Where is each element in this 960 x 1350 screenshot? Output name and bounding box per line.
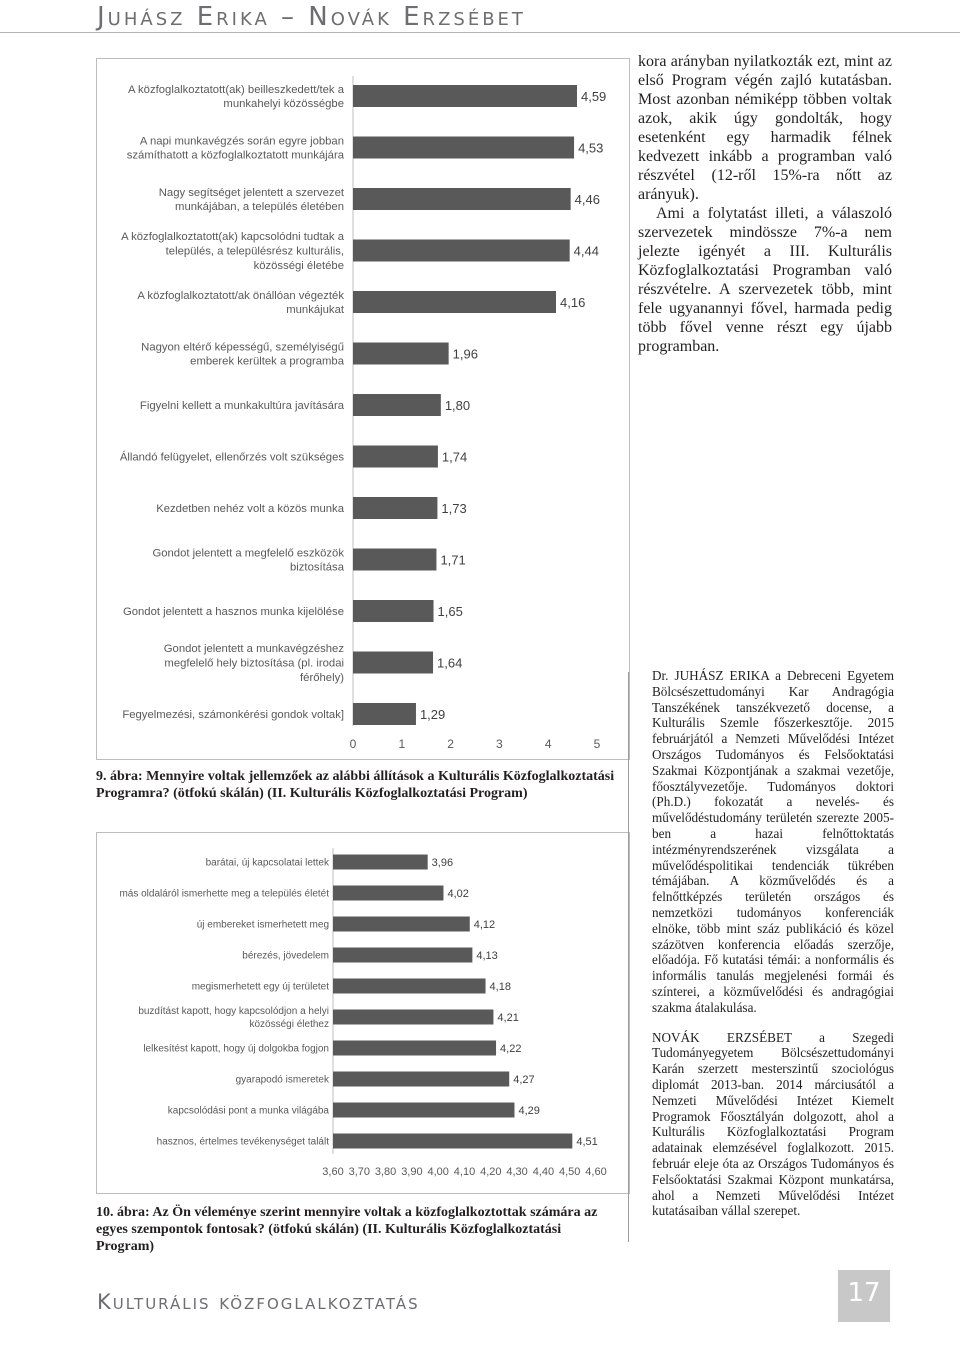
category-label: közösségi élethez: [249, 1019, 329, 1030]
category-label: munkájában, a település életében: [175, 201, 344, 214]
data-label: 1,65: [437, 604, 463, 619]
category-label: A napi munkavégzés során egyre jobban: [139, 135, 344, 148]
x-tick-label: 3,80: [374, 1166, 397, 1178]
x-tick-label: 4,20: [480, 1166, 502, 1178]
data-label: 1,74: [441, 449, 468, 465]
data-label: 1,71: [440, 552, 466, 568]
bar: [333, 886, 443, 901]
figure-10-caption: 10. ábra: Az Ön véleménye szerint mennyire voltak a közfoglalkoztottak számára az egyes szempontok fontosak? (ötfokú skálán) (II. Kulturális Közfoglalkoztatási Program): [96, 1205, 598, 1254]
author-bios: [652, 668, 894, 1233]
category-label: lelkesítést kapott, hogy új dolgokba fogjon: [143, 1043, 329, 1055]
category-label: település, a településrész kulturális,: [165, 245, 344, 258]
data-label: 4,29: [518, 1105, 540, 1117]
bar: [353, 188, 571, 210]
bar: [353, 652, 433, 674]
category-label: A közfoglalkoztatott(ak) beilleszkedett/tek a: [127, 83, 344, 96]
category-label: emberek kerültek a programba: [190, 355, 344, 368]
x-tick-label: 4,50: [558, 1166, 581, 1178]
category-label: munkahelyi közösségbe: [223, 98, 344, 111]
x-tick-label: 3,90: [401, 1166, 423, 1178]
bio-juhasz: Dr. JUHÁSZ ERIKA a Debreceni Egyetem Bölcsészettudományi Kar Andragógia Tanszékének tanszékvezető docense, a Kulturális Szemle főszerkesztője. 2015 februárjától a Nemzeti Művelődési Intézet Országos Tudományos és Felsőoktatási Szakmai Központjának a szakmai vezetője, főosztályvezetője. Tudományos doktori (Ph.D.) fokozatát a nevelés- és művelődéstudomány területén szerezte 2005-ben a hazai felnőttoktatás intézményrendszerének vizsgálata a művelődéspolitikai tendenciák tükrében témájában. A közművelődés és a felnőttképzés területén országos és nemzetközi tudományos konferenciák elnöke, több mint száz publikáció és közel százötven konferencia előadás szerzője, előadója. Fő kutatási témái: a nonformális és informális tanulás megjelenési formái és színterei, a közművelődési és andragógiai szakma átalakulása.: [652, 668, 894, 1015]
category-label: Nagyon eltérő képességű, személyiségű: [141, 341, 344, 354]
x-tick-label: 4,40: [532, 1166, 555, 1178]
x-tick-label: 4,00: [427, 1166, 449, 1178]
data-label: 1,64: [437, 655, 463, 671]
category-label: új embereket ismerhetett meg: [196, 919, 329, 931]
data-label: 1,96: [452, 346, 478, 362]
data-label: 4,13: [476, 950, 498, 962]
category-label: közösségi életébe: [253, 259, 344, 272]
data-label: 4,22: [500, 1043, 522, 1055]
data-label: 4,16: [560, 295, 586, 310]
bar: [333, 1134, 572, 1149]
category-label: Figyelni kellett a munkakultúra javítására: [139, 399, 344, 412]
data-label: 4,21: [497, 1012, 519, 1024]
bar: [353, 703, 416, 725]
bar: [333, 855, 428, 870]
data-label: 4,53: [578, 140, 604, 156]
bar: [353, 394, 441, 416]
data-label: 1,73: [441, 501, 467, 516]
bar: [353, 497, 437, 519]
x-tick-label: 5: [593, 737, 601, 751]
page-number: 17: [847, 1278, 881, 1308]
bio-sidebar-rule: [628, 672, 629, 1242]
data-label: 1,29: [419, 707, 446, 722]
category-label: hasznos, értelmes tevékenységet talált: [156, 1136, 329, 1148]
bar: [333, 1103, 514, 1118]
category-label: megismerhetett egy új területet: [191, 981, 329, 993]
bar: [333, 1041, 496, 1056]
bar: [333, 979, 486, 994]
x-tick-label: 0: [349, 737, 357, 751]
x-tick-label: 3,70: [348, 1166, 371, 1178]
running-footer: Kulturális közfoglalkoztatás: [97, 1290, 420, 1314]
paragraph-1: kora arányban nyilatkozták ezt, mint az első Program végén zajló kutatásban. Most azonban némiképp többen voltak azok, akik úgy gondolták, hogy esetenként egy harmadik félnek kedvezett inkább a programban való részvétel (12-ről 15%-ra nőtt az arányuk).: [638, 53, 892, 203]
category-label: Kezdetben nehéz volt a közös munka: [156, 502, 344, 515]
x-tick-label: 4,30: [506, 1166, 528, 1178]
bar: [353, 446, 438, 468]
category-label: Gondot jelentett a munkavégzéshez: [163, 643, 344, 656]
data-label: 4,46: [574, 192, 600, 207]
data-label: 4,59: [580, 89, 607, 104]
bar: [333, 1010, 493, 1025]
x-tick-label: 4: [544, 737, 552, 751]
bar: [353, 549, 436, 571]
data-label: 1,80: [444, 398, 471, 413]
right-column-text: [638, 52, 892, 356]
bio-novak: NOVÁK ERZSÉBET a Szegedi Tudományegyetem Bölcsészettudományi Karán szerzett mesterszintű szociológus diplomát 2013-ban. 2014 márciusától a Nemzeti Művelődési Intézet Kiemelt Programok Főosztályán dolgozott, ahol a Kulturális Közfoglalkoztatási Program adatainak elemzésével foglalkozott. 2015. február eleje óta az Országos Tudományos és Felsőoktatási Szakmai Központ munkatársa, ahol a Nemzeti Művelődési Intézet kutatásaiban vállal szerepet.: [652, 1029, 894, 1219]
bar: [353, 240, 570, 262]
bar: [353, 137, 574, 159]
x-tick-label: 1: [398, 737, 406, 751]
category-label: Gondot jelentett a megfelelő eszközök: [152, 547, 344, 560]
figure-10-chart: [96, 832, 628, 1192]
category-label: biztosítása: [289, 561, 344, 574]
category-label: Fegyelmezési, számonkérési gondok voltak]: [122, 708, 344, 721]
bar: [353, 85, 577, 107]
running-header: Juhász Erika – Novák Erzsébet: [97, 2, 526, 32]
figure-9-caption: 9. ábra: Mennyire voltak jellemzőek az alábbi állítások a Kulturális Közfoglalkoztatási Programra? (ötfokú skálán) (II. Kulturális Közfoglalkoztatási Program): [96, 769, 615, 801]
category-label: munkájukat: [286, 304, 344, 317]
category-label: gyarapodó ismeretek: [235, 1074, 329, 1086]
bar: [333, 948, 472, 963]
bar: [353, 343, 449, 365]
data-label: 4,02: [447, 888, 469, 900]
bar: [333, 917, 470, 932]
category-label: barátai, új kapcsolatai lettek: [205, 857, 329, 869]
x-tick-label: 2: [447, 737, 454, 751]
data-label: 4,27: [513, 1074, 535, 1086]
category-label: bérezés, jövedelem: [242, 950, 329, 962]
category-label: megfelelő hely biztosítása (pl. irodai: [164, 657, 344, 670]
category-label: Állandó felügyelet, ellenőrzés volt szükséges: [119, 451, 344, 464]
header-rule: [0, 32, 960, 33]
data-label: 4,44: [573, 243, 599, 259]
x-tick-label: 4,60: [585, 1166, 607, 1178]
x-tick-label: 3: [496, 737, 503, 751]
data-label: 4,51: [576, 1136, 598, 1148]
figure-9-chart: [96, 58, 628, 758]
x-tick-label: 3,60: [322, 1166, 344, 1178]
x-tick-label: 4,10: [453, 1166, 476, 1178]
category-label: Nagy segítséget jelentett a szervezet: [158, 186, 344, 199]
category-label: buzdítást kapott, hogy kapcsolódjon a helyi: [138, 1006, 329, 1017]
category-label: A közfoglalkoztatott/ak önállóan végezték: [137, 289, 344, 302]
category-label: Gondot jelentett a hasznos munka kijelölése: [122, 605, 344, 618]
data-label: 4,12: [473, 919, 496, 931]
category-label: kapcsolódási pont a munka világába: [167, 1105, 329, 1117]
data-label: 3,96: [431, 857, 454, 869]
category-label: más oldaláról ismerhette meg a település életét: [119, 888, 329, 900]
bar: [333, 1072, 509, 1087]
paragraph-2: Ami a folytatást illeti, a válaszoló szervezetek mindössze 7%-a nem jelezte igényét a III. Kulturális Közfoglalkoztatási Programban való részvételre. A szervezetek több, mint fele ugyanannyi fővel, harmada pedig több fővel venne részt egy újabb programban.: [638, 205, 892, 355]
bar: [353, 291, 556, 313]
category-label: férőhely): [300, 671, 344, 684]
bar: [353, 600, 434, 622]
category-label: A közfoglalkoztatott(ak) kapcsolódni tudtak a: [121, 231, 344, 244]
data-label: 4,18: [489, 981, 511, 993]
category-label: számíthatott a közfoglalkoztatott munkájára: [126, 149, 344, 162]
